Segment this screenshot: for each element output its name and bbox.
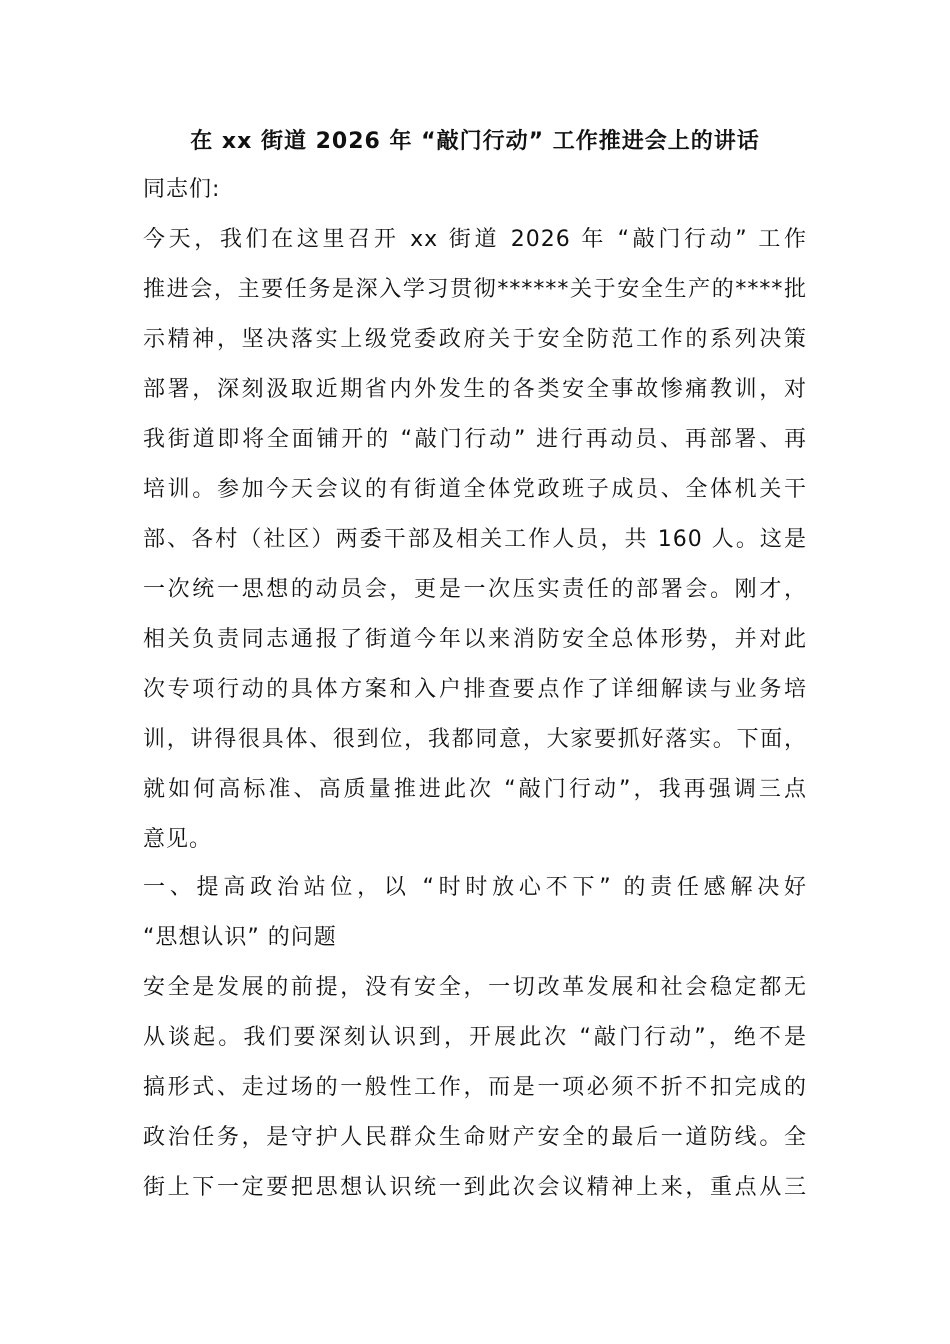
body-line: 从谈起。我们要深刻认识到，开展此次 “敲门行动”，绝不是 bbox=[143, 1025, 807, 1050]
section-heading: “思想认识” 的问题 bbox=[143, 925, 337, 950]
body-line: 意见。 bbox=[143, 827, 213, 852]
body-line: 搞形式、走过场的一般性工作，而是一项必须不折不扣完成的 bbox=[143, 1075, 807, 1100]
body-line: 部、各村（社区）两委干部及相关工作人员，共 160 人。这是 bbox=[143, 527, 807, 552]
body-line: 一次统一思想的动员会，更是一次压实责任的部署会。刚才， bbox=[143, 577, 807, 602]
body-line: 训，讲得很具体、很到位，我都同意，大家要抓好落实。下面， bbox=[143, 727, 807, 752]
section-heading: 一、提高政治站位，以 “时时放心不下” 的责任感解决好 bbox=[143, 875, 807, 900]
body-line: 部署，深刻汲取近期省内外发生的各类安全事故惨痛教训，对 bbox=[143, 377, 807, 402]
body-line: 就如何高标准、高质量推进此次 “敲门行动”，我再强调三点 bbox=[143, 777, 807, 802]
body-line: 次专项行动的具体方案和入户排查要点作了详细解读与业务培 bbox=[143, 677, 807, 702]
body-line: 今天，我们在这里召开 xx 街道 2026 年 “敲门行动” 工作 bbox=[143, 227, 807, 252]
body-line: 示精神，坚决落实上级党委政府关于安全防范工作的系列决策 bbox=[143, 327, 807, 352]
salutation: 同志们: bbox=[143, 177, 221, 202]
body-line: 政治任务，是守护人民群众生命财产安全的最后一道防线。全 bbox=[143, 1125, 807, 1150]
document-title: 在 xx 街道 2026 年 “敲门行动” 工作推进会上的讲话 bbox=[190, 129, 760, 154]
body-line: 安全是发展的前提，没有安全，一切改革发展和社会稳定都无 bbox=[143, 975, 807, 1000]
body-line: 街上下一定要把思想认识统一到此次会议精神上来，重点从三 bbox=[143, 1175, 807, 1200]
body-line: 相关负责同志通报了街道今年以来消防安全总体形势，并对此 bbox=[143, 627, 807, 652]
body-line: 我街道即将全面铺开的 “敲门行动” 进行再动员、再部署、再 bbox=[143, 427, 807, 452]
body-line: 培训。参加今天会议的有街道全体党政班子成员、全体机关干 bbox=[143, 477, 807, 502]
body-line: 推进会，主要任务是深入学习贯彻******关于安全生产的****批 bbox=[143, 277, 807, 302]
